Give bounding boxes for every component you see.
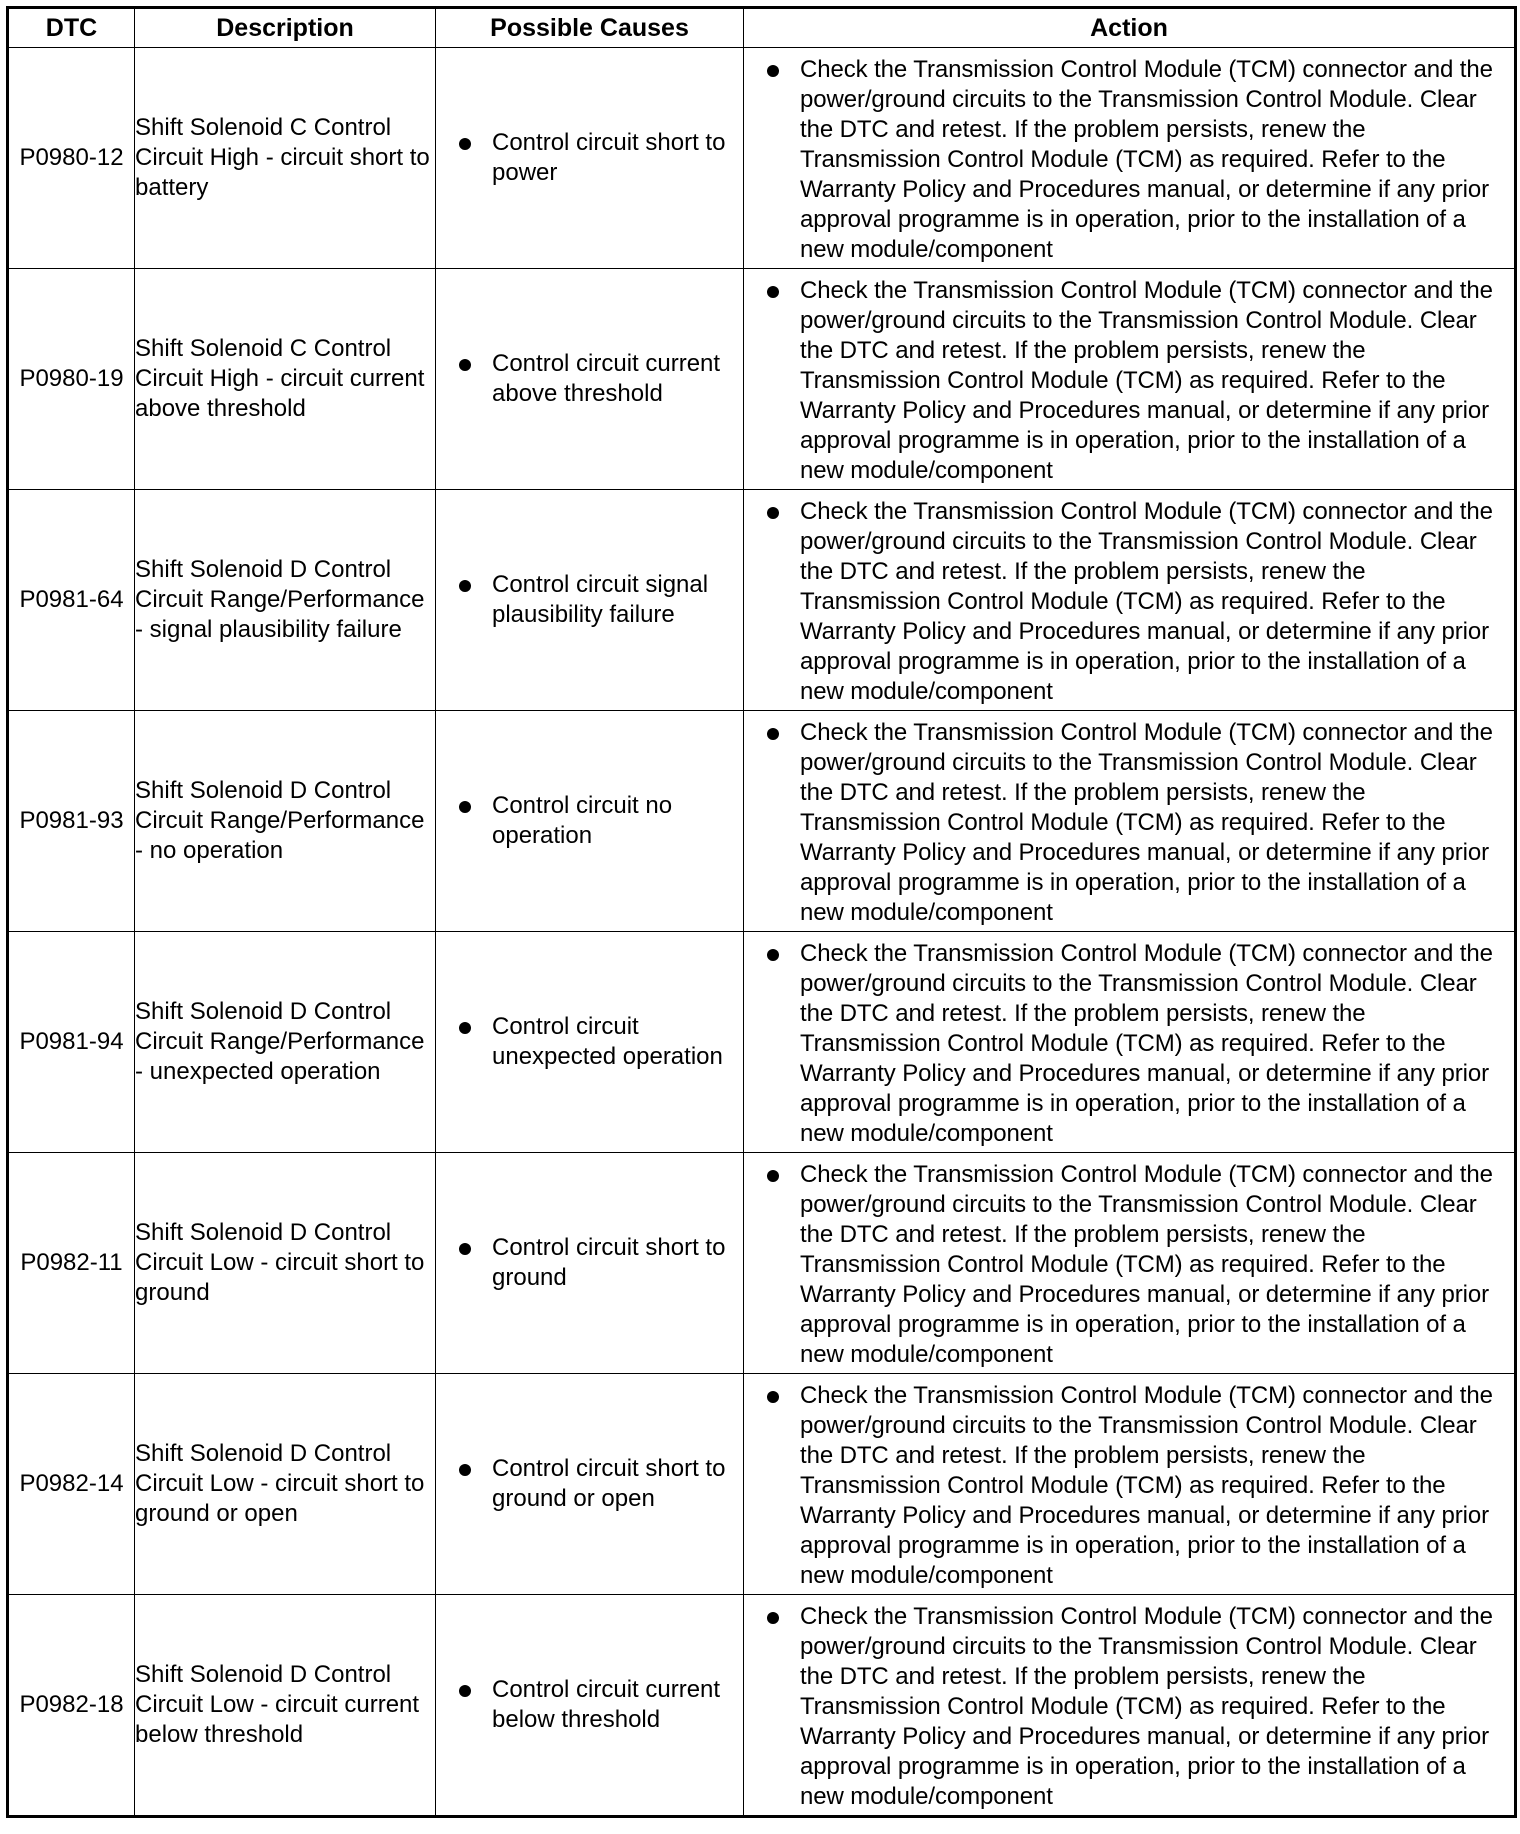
possible-cause — [436, 1153, 744, 1374]
table-header-row — [8, 8, 1516, 48]
table-row — [8, 932, 1516, 1153]
description-text: Shift Solenoid C Control Circuit High - circuit short to battery — [135, 48, 436, 269]
bullet-icon — [767, 728, 779, 740]
bullet-icon — [767, 949, 779, 961]
bullet-icon — [459, 1022, 471, 1034]
action-text: Check the Transmission Control Module (TCM) connector and the power/ground circuits to the Transmission Control Module. Clear the DTC and retest. If the problem persists, renew the Transmission Control Module (TCM) as required. Refer to the Warranty Policy and Procedures manual, or determine if any prior approval programme is in operation, prior to the installation of a new module/component — [800, 1381, 1493, 1589]
dtc-code: P0981-64 — [8, 490, 135, 711]
table-row — [8, 490, 1516, 711]
bullet-icon — [767, 286, 779, 298]
bullet-icon — [459, 1464, 471, 1476]
bullet-icon — [767, 1391, 779, 1403]
cause-text: Control circuit short to power — [492, 129, 726, 186]
header-description: Description — [135, 8, 436, 48]
action-text: Check the Transmission Control Module (TCM) connector and the power/ground circuits to the Transmission Control Module. Clear the DTC and retest. If the problem persists, renew the Transmission Control Module (TCM) as required. Refer to the Warranty Policy and Procedures manual, or determine if any prior approval programme is in operation, prior to the installation of a new module/component — [800, 55, 1493, 263]
bullet-icon — [767, 1170, 779, 1182]
action-text: Check the Transmission Control Module (TCM) connector and the power/ground circuits to the Transmission Control Module. Clear the DTC and retest. If the problem persists, renew the Transmission Control Module (TCM) as required. Refer to the Warranty Policy and Procedures manual, or determine if any prior approval programme is in operation, prior to the installation of a new module/component — [800, 939, 1493, 1147]
header-possible-causes: Possible Causes — [436, 8, 744, 48]
dtc-code: P0981-94 — [8, 932, 135, 1153]
description-text: Shift Solenoid D Control Circuit Range/Performance - no operation — [135, 711, 436, 932]
bullet-icon — [459, 801, 471, 813]
table-row — [8, 711, 1516, 932]
cause-text: Control circuit unexpected operation — [492, 1013, 723, 1070]
bullet-icon — [459, 359, 471, 371]
possible-cause — [436, 711, 744, 932]
possible-cause — [436, 490, 744, 711]
table-row — [8, 1153, 1516, 1374]
bullet-icon — [459, 1685, 471, 1697]
cause-text: Control circuit current above threshold — [492, 350, 721, 407]
action-cell — [744, 711, 1516, 932]
description-text: Shift Solenoid D Control Circuit Low - circuit short to ground — [135, 1153, 436, 1374]
description-text: Shift Solenoid D Control Circuit Range/Performance - signal plausibility failure — [135, 490, 436, 711]
cause-text: Control circuit signal plausibility failure — [492, 571, 709, 628]
bullet-icon — [459, 580, 471, 592]
cause-text: Control circuit current below threshold — [492, 1676, 721, 1733]
action-text: Check the Transmission Control Module (TCM) connector and the power/ground circuits to the Transmission Control Module. Clear the DTC and retest. If the problem persists, renew the Transmission Control Module (TCM) as required. Refer to the Warranty Policy and Procedures manual, or determine if any prior approval programme is in operation, prior to the installation of a new module/component — [800, 1160, 1493, 1368]
possible-cause — [436, 269, 744, 490]
action-text: Check the Transmission Control Module (TCM) connector and the power/ground circuits to the Transmission Control Module. Clear the DTC and retest. If the problem persists, renew the Transmission Control Module (TCM) as required. Refer to the Warranty Policy and Procedures manual, or determine if any prior approval programme is in operation, prior to the installation of a new module/component — [800, 276, 1493, 484]
bullet-icon — [767, 65, 779, 77]
table-row — [8, 1595, 1516, 1817]
cause-text: Control circuit short to ground — [492, 1234, 726, 1291]
cause-text: Control circuit short to ground or open — [492, 1455, 726, 1512]
action-cell — [744, 490, 1516, 711]
dtc-code: P0981-93 — [8, 711, 135, 932]
dtc-table — [6, 6, 1517, 1818]
possible-cause — [436, 1374, 744, 1595]
bullet-icon — [459, 1243, 471, 1255]
possible-cause — [436, 1595, 744, 1817]
possible-cause — [436, 48, 744, 269]
header-dtc: DTC — [8, 8, 135, 48]
action-cell — [744, 48, 1516, 269]
possible-cause — [436, 932, 744, 1153]
description-text: Shift Solenoid C Control Circuit High - circuit current above threshold — [135, 269, 436, 490]
description-text: Shift Solenoid D Control Circuit Range/Performance - unexpected operation — [135, 932, 436, 1153]
dtc-code: P0982-11 — [8, 1153, 135, 1374]
header-action: Action — [744, 8, 1516, 48]
description-text: Shift Solenoid D Control Circuit Low - circuit current below threshold — [135, 1595, 436, 1817]
action-cell — [744, 1153, 1516, 1374]
dtc-code: P0980-12 — [8, 48, 135, 269]
table-row — [8, 48, 1516, 269]
dtc-code: P0982-18 — [8, 1595, 135, 1817]
cause-text: Control circuit no operation — [492, 792, 673, 849]
action-cell — [744, 1374, 1516, 1595]
action-text: Check the Transmission Control Module (TCM) connector and the power/ground circuits to the Transmission Control Module. Clear the DTC and retest. If the problem persists, renew the Transmission Control Module (TCM) as required. Refer to the Warranty Policy and Procedures manual, or determine if any prior approval programme is in operation, prior to the installation of a new module/component — [800, 1602, 1493, 1810]
bullet-icon — [459, 138, 471, 150]
action-text: Check the Transmission Control Module (TCM) connector and the power/ground circuits to the Transmission Control Module. Clear the DTC and retest. If the problem persists, renew the Transmission Control Module (TCM) as required. Refer to the Warranty Policy and Procedures manual, or determine if any prior approval programme is in operation, prior to the installation of a new module/component — [800, 497, 1493, 705]
action-cell — [744, 1595, 1516, 1817]
action-cell — [744, 269, 1516, 490]
bullet-icon — [767, 1612, 779, 1624]
description-text: Shift Solenoid D Control Circuit Low - circuit short to ground or open — [135, 1374, 436, 1595]
dtc-code: P0982-14 — [8, 1374, 135, 1595]
bullet-icon — [767, 507, 779, 519]
dtc-code: P0980-19 — [8, 269, 135, 490]
table-row — [8, 1374, 1516, 1595]
action-text: Check the Transmission Control Module (TCM) connector and the power/ground circuits to the Transmission Control Module. Clear the DTC and retest. If the problem persists, renew the Transmission Control Module (TCM) as required. Refer to the Warranty Policy and Procedures manual, or determine if any prior approval programme is in operation, prior to the installation of a new module/component — [800, 718, 1493, 926]
action-cell — [744, 932, 1516, 1153]
table-row — [8, 269, 1516, 490]
